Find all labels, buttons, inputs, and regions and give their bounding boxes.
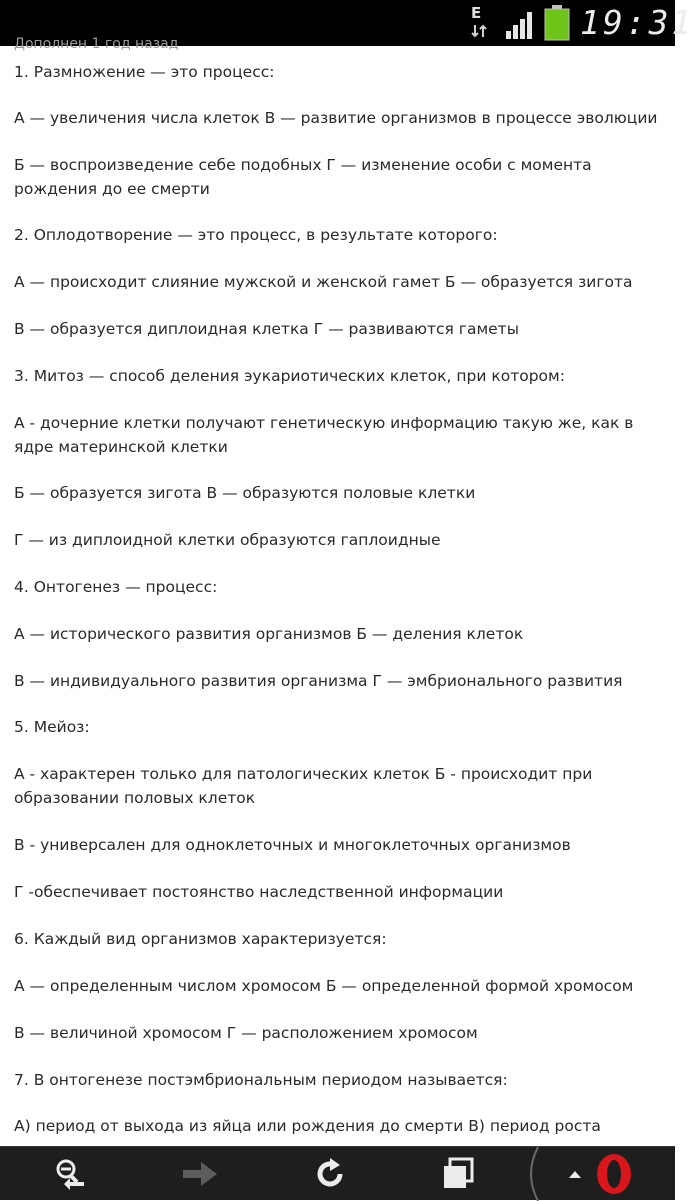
tabs-icon <box>440 1156 476 1192</box>
question-4-title: 4. Онтогенез — процесс: <box>14 578 218 596</box>
question-4-options-vg: В — индивидуального развития организма Г — эмбрионального развития <box>14 672 623 690</box>
battery-icon <box>544 5 570 41</box>
browser-toolbar <box>0 1146 675 1200</box>
question-6-options-vg: В — величиной хромосом Г — расположением хромосом <box>14 1024 478 1042</box>
opera-logo-icon <box>595 1152 633 1196</box>
question-4-options-ab: А — исторического развития организмов Б — деления клеток <box>14 625 524 643</box>
reload-button[interactable] <box>280 1147 380 1201</box>
status-clock: 19:31 <box>580 3 694 42</box>
signal-strength-icon <box>505 9 537 39</box>
network-type-label: E <box>471 4 482 22</box>
magnifier-back-icon <box>50 1156 90 1192</box>
question-3-option-a: А - дочерние клетки получают генетическую информацию такую же, как в ядре материнской клетки <box>14 414 639 456</box>
question-3-option-g: Г — из диплоидной клетки образуются гаплоидные <box>14 531 441 549</box>
arrow-right-icon <box>181 1160 219 1188</box>
data-arrows-icon <box>470 24 488 38</box>
opera-menu-button[interactable] <box>524 1147 675 1201</box>
question-5-title: 5. Мейоз: <box>14 718 90 736</box>
question-5-option-g: Г -обеспечивает постоянство наследственной информации <box>14 883 504 901</box>
question-5-option-v: В - универсален для одноклеточных и многоклеточных организмов <box>14 836 571 854</box>
question-3-title: 3. Митоз — способ деления эукариотических клеток, при котором: <box>14 367 565 385</box>
question-1-options-bg: Б — воспроизведение себе подобных Г — изменение особи с момента рождения до ее смерти <box>14 156 597 198</box>
question-5-options-ab: А - характерен только для патологических клеток Б - происходит при образовании половых клеток <box>14 765 598 807</box>
question-3-options-bv: Б — образуется зигота В — образуются половые клетки <box>14 484 476 502</box>
answer-content <box>0 36 675 1146</box>
question-7-options-av: А) период от выхода из яйца или рождения до смерти В) период роста <box>14 1117 601 1135</box>
question-1-title: 1. Размножение — это процесс: <box>14 63 275 81</box>
caret-up-icon <box>568 1169 582 1179</box>
question-7-title: 7. В онтогенезе постэмбриональным периодом называется: <box>14 1071 508 1089</box>
question-2-title: 2. Оплодотворение — это процесс, в результате которого: <box>14 226 498 244</box>
reload-icon <box>310 1154 350 1194</box>
question-2-options-ab: А — происходит слияние мужской и женской гамет Б — образуется зигота <box>14 273 633 291</box>
network-indicator <box>468 5 490 41</box>
zoom-out-back-button[interactable] <box>20 1147 120 1201</box>
edited-note: Дополнен 1 год назад <box>14 36 179 52</box>
tabs-button[interactable] <box>410 1147 505 1201</box>
forward-button[interactable] <box>150 1147 250 1201</box>
question-6-options-ab: А — определенным числом хромосом Б — определенной формой хромосом <box>14 977 634 995</box>
question-1-options-ab: А — увеличения числа клеток В — развитие организмов в процессе эволюции <box>14 109 658 127</box>
question-2-options-vg: В — образуется диплоидная клетка Г — развиваются гаметы <box>14 320 519 338</box>
question-6-title: 6. Каждый вид организмов характеризуется: <box>14 930 387 948</box>
